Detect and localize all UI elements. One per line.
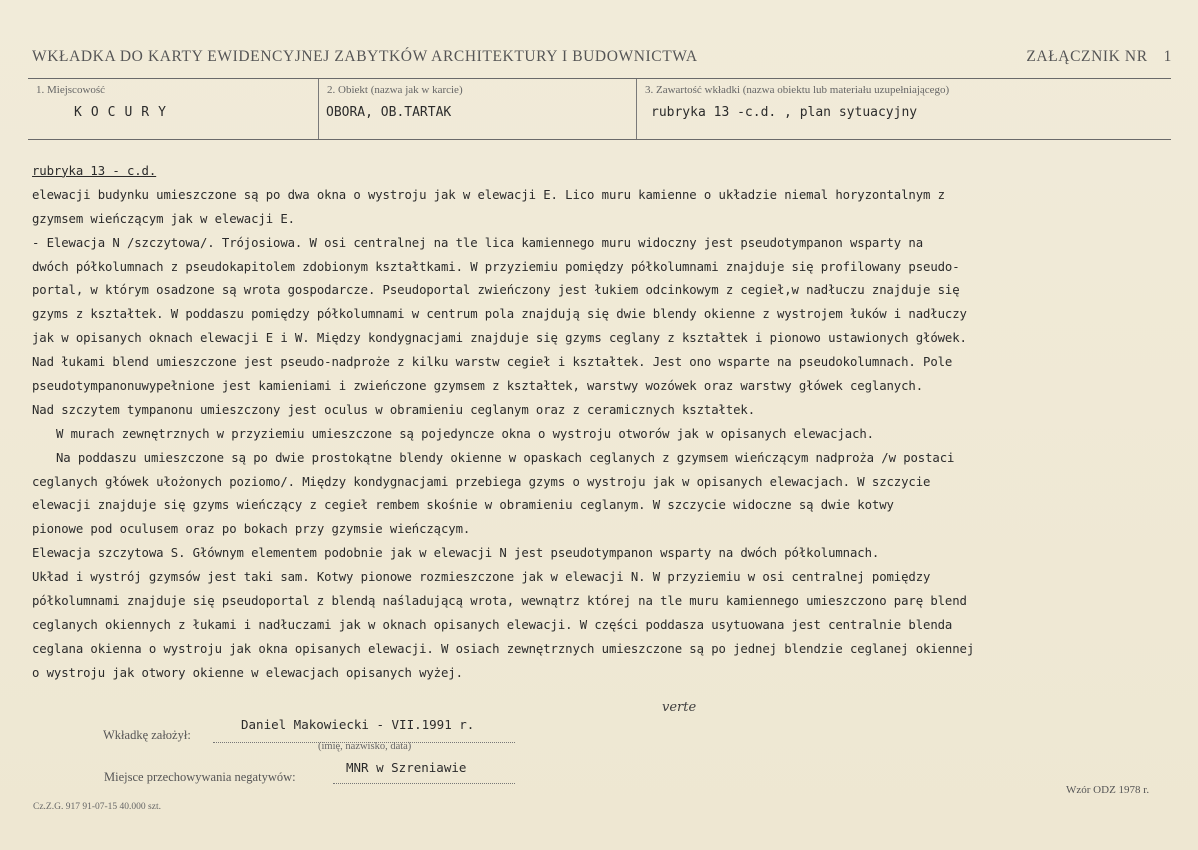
text-line: portal, w którym osadzone są wrota gospodarcze. Pseudoportal zwieńczony jest łukiem odcinkowym z cegieł,w nadłuczu znajduje się [32, 283, 960, 298]
text-line: ceglanych okiennych z łukami i nadłuczami jak w oknach opisanych elewacji. W części poddasza usytuowana jest centralnie blenda [32, 617, 953, 632]
text-line: gzyms z kształtek. W poddaszu pomiędzy półkolumnami w centrum pola znajdują się dwie blendy okienne z wystrojem łuków i nadłuczy [32, 307, 967, 322]
typed-description [32, 160, 1182, 686]
print-code: Cz.Z.G. 917 91-07-15 40.000 szt. [33, 802, 161, 812]
text-line: półkolumnami znajduje się pseudoportal z blendą naśladującą wrota, wewnątrz której na tle muru kamiennego umieszczono parę blend [32, 594, 967, 609]
header-fields [28, 78, 1171, 140]
negatives-value: MNR w Szreniawie [346, 760, 467, 775]
text-line: dwóch półkolumnach z pseudokapitolem zdobionym kształtkami. W przyziemiu pomiędzy półkolumnami znajduje się profilowany pseudo- [32, 259, 960, 274]
form-title: WKŁADKA DO KARTY EWIDENCYJNEJ ZABYTKÓW ARCHITEKTURY I BUDOWNICTWA [32, 48, 698, 65]
annex-number-value: 1 [1163, 48, 1172, 65]
negatives-label: Miejsce przechowywania negatywów: [104, 770, 296, 784]
text-line: Elewacja szczytowa S. Głównym elementem podobnie jak w elewacji N jest pseudotympanon wsparty na dwóch półkolumnach. [32, 546, 880, 561]
handwritten-verte-note: verte [662, 700, 697, 715]
text-line: Nad łukami blend umieszczone jest pseudo-nadproże z kilku warstw cegieł i kształtek. Jest ono wsparte na pseudokolumnach. Pole [32, 355, 953, 370]
founded-label: Wkładkę założył: [103, 728, 191, 742]
founded-value: Daniel Makowiecki - VII.1991 r. [241, 717, 475, 732]
text-line: pseudotympanonuwypełnione jest kamieniami i zwieńczone gzymsem z kształtek, warstwy wozówek oraz warstwy główek ceglanych. [32, 379, 924, 394]
text-line: - Elewacja N /szczytowa/. Trójosiowa. W osi centralnej na tle lica kamiennego muru widoczny jest pseudotympanon wsparty na [32, 235, 924, 250]
annex-label: ZAŁĄCZNIK NR [1026, 48, 1148, 65]
text-line: gzymsem wieńczącym jak w elewacji E. [32, 211, 295, 226]
text-line: ceglanych główek ułożonych poziomo/. Między kondygnacjami przebiega gzyms o wystroju jak w opisanych elewacjach. W szczycie [32, 474, 931, 489]
text-line: pionowe pod oculusem oraz po bokach przy gzymsie wieńczącym. [32, 522, 471, 537]
text-line: elewacji budynku umieszczone są po dwa okna o wystroju jak w elewacji E. Lico muru kamienne o układzie niemal horyzontalnym z [32, 187, 945, 202]
text-line: jak w opisanych oknach elewacji E i W. Między kondygnacjami znajduje się gzyms ceglany z kształtek i pionowo ustawionych główek. [32, 331, 967, 346]
object-value: OBORA, OB.TARTAK [326, 105, 452, 120]
section-heading: rubryka 13 - c.d. [32, 164, 157, 178]
form-code: Wzór ODZ 1978 r. [1066, 784, 1150, 796]
founded-caption: (imię, nazwisko, data) [318, 741, 412, 752]
object-field [318, 79, 637, 139]
text-line: Układ i wystrój gzymsów jest taki sam. Kotwy pionowe rozmieszczone jak w elewacji N. W przyziemiu w osi centralnej pomiędzy [32, 570, 931, 585]
annex-number [1026, 48, 1172, 66]
text-line: W murach zewnętrznych w przyziemiu umieszczone są pojedyncze okna o wystroju otworów jak w opisanych elewacjach. [56, 426, 874, 441]
locality-field [28, 79, 318, 139]
content-value: rubryka 13 -c.d. , plan sytuacyjny [651, 105, 918, 120]
content-label: 3. Zawartość wkładki (nazwa obiektu lub materiału uzupełniającego) [645, 84, 950, 96]
text-line: ceglana okienna o wystroju jak okna opisanych elewacji. W osiach zewnętrznych umieszczone są po jednej blendzie ceglanej okiennej [32, 641, 975, 656]
text-line: Nad szczytem tympanonu umieszczony jest oculus w obramieniu ceglanym oraz z ceramicznych kształtek. [32, 402, 756, 417]
text-line: o wystroju jak otwory okienne w elewacjach opisanych wyżej. [32, 665, 463, 680]
text-line: elewacji znajduje się gzyms wieńczący z cegieł rembem skośnie w obramieniu ceglanym. W szczycie widoczne są dwie kotwy [32, 498, 894, 513]
locality-label: 1. Miejscowość [36, 84, 106, 96]
negatives-dotted-line [333, 783, 515, 784]
content-field [636, 79, 1172, 139]
locality-value: KOCURY [74, 105, 175, 120]
object-label: 2. Obiekt (nazwa jak w karcie) [327, 84, 463, 96]
text-line: Na poddaszu umieszczone są po dwie prostokątne blendy okienne w opaskach ceglanych z gzymsem wieńczącym nadproża /w postaci [56, 450, 955, 465]
